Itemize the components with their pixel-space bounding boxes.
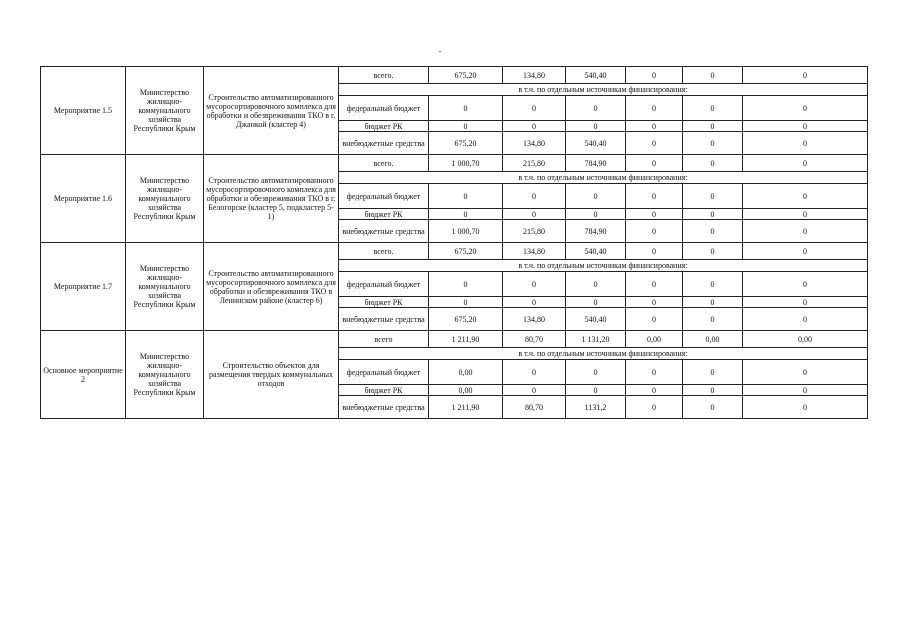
value-cell: 0: [683, 272, 743, 297]
value-cell: 675,20: [429, 308, 503, 331]
source-label: бюджет РК: [339, 297, 429, 308]
source-label: внебюджетные средства: [339, 308, 429, 331]
value-cell: 0: [503, 385, 566, 396]
value-cell: 0: [566, 121, 626, 132]
value-cell: 784,90: [566, 220, 626, 243]
value-cell: 134,80: [503, 308, 566, 331]
value-cell: 0: [503, 209, 566, 220]
value-cell: 0: [566, 184, 626, 209]
value-cell: 0: [683, 132, 743, 155]
value-cell: 215,80: [503, 220, 566, 243]
value-cell: 0: [743, 67, 868, 84]
value-cell: 0: [429, 297, 503, 308]
value-cell: 0: [503, 360, 566, 385]
value-cell: 0: [429, 96, 503, 121]
scan-speck: [439, 51, 441, 52]
value-cell: 0: [566, 272, 626, 297]
value-cell: 0: [626, 209, 683, 220]
value-cell: 0: [626, 243, 683, 260]
value-cell: 0: [743, 209, 868, 220]
value-cell: 784,90: [566, 155, 626, 172]
value-cell: 0: [743, 308, 868, 331]
value-cell: 0: [683, 385, 743, 396]
value-cell: 1 131,20: [566, 331, 626, 348]
value-cell: 0: [503, 297, 566, 308]
source-note: в т.ч. по отдельным источникам финансирования:: [339, 84, 868, 96]
value-cell: 0: [566, 385, 626, 396]
value-cell: 0: [683, 396, 743, 419]
source-label: бюджет РК: [339, 385, 429, 396]
value-cell: 0: [626, 396, 683, 419]
value-cell: 0: [683, 243, 743, 260]
value-cell: 1 000,70: [429, 155, 503, 172]
value-cell: 0,00: [626, 331, 683, 348]
value-cell: 0: [566, 209, 626, 220]
value-cell: 675,20: [429, 243, 503, 260]
value-cell: 215,80: [503, 155, 566, 172]
value-cell: 0: [626, 121, 683, 132]
value-cell: 0: [626, 297, 683, 308]
value-cell: 675,20: [429, 132, 503, 155]
value-cell: 0: [743, 385, 868, 396]
value-cell: 0: [683, 67, 743, 84]
source-label: внебюджетные средства: [339, 396, 429, 419]
source-label: бюджет РК: [339, 121, 429, 132]
source-note: в т.ч. по отдельным источникам финансирования:: [339, 172, 868, 184]
financing-table: [40, 66, 868, 419]
total-label: всего.: [339, 243, 429, 260]
value-cell: 0: [743, 121, 868, 132]
table-body: [41, 67, 868, 419]
value-cell: 0: [683, 209, 743, 220]
executor: Министерство жилищно-коммунального хозяйства Республики Крым: [126, 155, 204, 243]
value-cell: 0: [503, 184, 566, 209]
value-cell: 0: [743, 272, 868, 297]
value-cell: 0: [683, 360, 743, 385]
value-cell: 0,00: [429, 385, 503, 396]
source-note: в т.ч. по отдельным источникам финансирования:: [339, 260, 868, 272]
value-cell: 1 000,70: [429, 220, 503, 243]
value-cell: 134,80: [503, 132, 566, 155]
value-cell: 0: [503, 121, 566, 132]
source-label: бюджет РК: [339, 209, 429, 220]
value-cell: 0: [683, 184, 743, 209]
event-name: Мероприятие 1.6: [41, 155, 126, 243]
table-row: [41, 155, 868, 172]
event-description: Строительство автоматизированного мусоросортировочного комплекса для обработки и обезвреживания ТКО в г. Белогорске (кластер 5, подкластер 5-1): [204, 155, 339, 243]
value-cell: 0: [683, 220, 743, 243]
total-label: всего: [339, 331, 429, 348]
value-cell: 0: [683, 297, 743, 308]
source-label: федеральный бюджет: [339, 272, 429, 297]
value-cell: 0: [429, 121, 503, 132]
source-label: федеральный бюджет: [339, 184, 429, 209]
executor: Министерство жилищно-коммунального хозяйства Республики Крым: [126, 243, 204, 331]
source-label: федеральный бюджет: [339, 360, 429, 385]
executor: Министерство жилищно-коммунального хозяйства Республики Крым: [126, 331, 204, 419]
value-cell: 0,00: [743, 331, 868, 348]
event-name: Основное мероприятие 2: [41, 331, 126, 419]
value-cell: 0: [626, 67, 683, 84]
value-cell: 0: [743, 396, 868, 419]
value-cell: 0: [566, 360, 626, 385]
value-cell: 0: [743, 243, 868, 260]
total-label: всего.: [339, 155, 429, 172]
value-cell: 134,80: [503, 67, 566, 84]
value-cell: 540,40: [566, 243, 626, 260]
value-cell: 0: [683, 308, 743, 331]
source-label: внебюджетные средства: [339, 132, 429, 155]
value-cell: 0: [626, 272, 683, 297]
total-label: всего.: [339, 67, 429, 84]
table-row: [41, 331, 868, 348]
value-cell: 0,00: [429, 360, 503, 385]
value-cell: 0: [503, 272, 566, 297]
value-cell: 0: [626, 360, 683, 385]
value-cell: 0,00: [683, 331, 743, 348]
event-name: Мероприятие 1.5: [41, 67, 126, 155]
value-cell: 0: [626, 96, 683, 121]
value-cell: 0: [743, 297, 868, 308]
value-cell: 0: [743, 360, 868, 385]
value-cell: 0: [626, 220, 683, 243]
value-cell: 675,20: [429, 67, 503, 84]
value-cell: 0: [683, 96, 743, 121]
value-cell: 540,40: [566, 67, 626, 84]
source-note: в т.ч. по отдельным источникам финансирования:: [339, 348, 868, 360]
value-cell: 0: [626, 308, 683, 331]
executor: Министерство жилищно-коммунального хозяйства Республики Крым: [126, 67, 204, 155]
value-cell: 134,80: [503, 243, 566, 260]
value-cell: 80,70: [503, 331, 566, 348]
value-cell: 0: [626, 155, 683, 172]
value-cell: 80,70: [503, 396, 566, 419]
value-cell: 0: [683, 121, 743, 132]
event-name: Мероприятие 1.7: [41, 243, 126, 331]
value-cell: 540,40: [566, 132, 626, 155]
value-cell: 0: [566, 96, 626, 121]
table-row: [41, 243, 868, 260]
value-cell: 0: [429, 209, 503, 220]
value-cell: 0: [683, 155, 743, 172]
value-cell: 0: [626, 184, 683, 209]
value-cell: 0: [743, 132, 868, 155]
source-label: внебюджетные средства: [339, 220, 429, 243]
value-cell: 0: [429, 272, 503, 297]
value-cell: 0: [503, 96, 566, 121]
value-cell: 1 211,90: [429, 396, 503, 419]
value-cell: 0: [743, 184, 868, 209]
value-cell: 0: [626, 132, 683, 155]
value-cell: 1 211,90: [429, 331, 503, 348]
value-cell: 1131,2: [566, 396, 626, 419]
value-cell: 0: [743, 220, 868, 243]
table-row: [41, 67, 868, 84]
value-cell: 0: [743, 155, 868, 172]
value-cell: 0: [743, 96, 868, 121]
event-description: Строительство объектов для размещения твердых коммунальных отходов: [204, 331, 339, 419]
value-cell: 0: [626, 385, 683, 396]
value-cell: 0: [429, 184, 503, 209]
event-description: Строительство автоматизированного мусоросортировочного комплекса для обработки и обезвреживания ТКО в Ленинском районе (кластер 6): [204, 243, 339, 331]
value-cell: 540,40: [566, 308, 626, 331]
source-label: федеральный бюджет: [339, 96, 429, 121]
event-description: Строительство автоматизированного мусоросортировочного комплекса для обработки и обезвреживания ТКО в г. Джанкой (кластер 4): [204, 67, 339, 155]
value-cell: 0: [566, 297, 626, 308]
